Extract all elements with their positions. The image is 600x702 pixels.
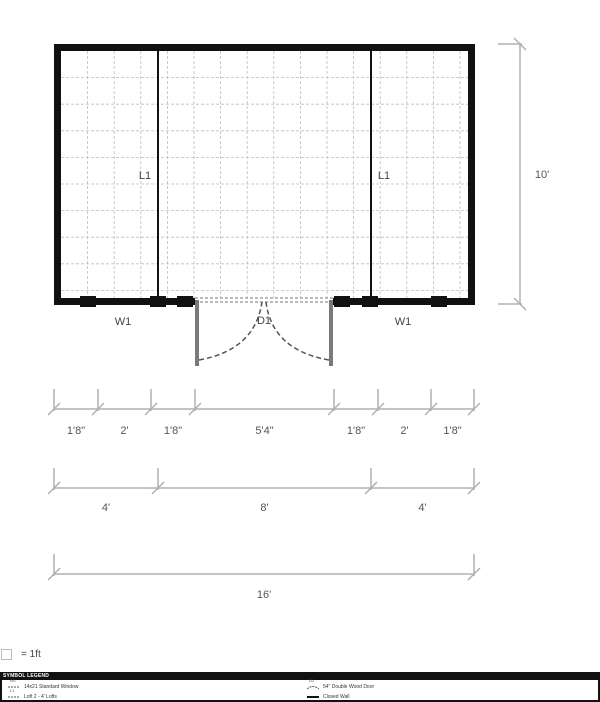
window-symbol-icon: W1 [10, 678, 16, 683]
dimension-label: 1'8" [346, 425, 366, 437]
loft-label-left: L1 [138, 170, 152, 182]
legend-item-closed-wall: Closed Wall [307, 694, 350, 700]
legend-item-window: W1 14x21 Standard Window [10, 678, 79, 690]
exterior-wall [58, 48, 472, 302]
window-label-left: W1 [114, 316, 132, 328]
height-dimension [498, 38, 526, 310]
scale-label: = 1ft [21, 648, 41, 660]
dimension-label: 1'8" [66, 425, 86, 437]
window-block [150, 296, 166, 307]
dimension-label: 5'4" [255, 425, 274, 437]
dimension-label: 2' [400, 425, 409, 437]
legend-title: SYMBOL LEGEND [0, 672, 600, 680]
legend-item-loft: L1 Loft 2 - 4' Lofts [10, 688, 57, 700]
window-block [431, 296, 447, 307]
window-block [334, 296, 350, 307]
window-block [362, 296, 378, 307]
dimension-label: 4' [101, 502, 111, 514]
scale-indicator [0, 646, 41, 662]
floor-grid [61, 51, 468, 298]
dimension-row-sections [48, 468, 480, 514]
symbol-legend [0, 672, 600, 702]
loft-label-right: L1 [377, 170, 391, 182]
loft-symbol-icon: L1 [10, 688, 15, 693]
door-symbol-icon: D1 [307, 684, 319, 690]
dimension-label: 1'8" [163, 425, 183, 437]
window-label-right: W1 [394, 316, 412, 328]
dimension-label: 4' [418, 502, 427, 514]
window-block [177, 296, 193, 307]
wall-symbol-icon [307, 694, 319, 700]
dimension-label: 1'8" [443, 425, 462, 437]
dimension-row-segments [48, 389, 480, 437]
dimension-label: 8' [260, 502, 269, 514]
legend-body [0, 680, 600, 702]
height-label: 10' [534, 169, 550, 181]
grid-square-icon [1, 649, 12, 660]
dimension-label: 16' [256, 589, 272, 601]
double-door [195, 298, 333, 366]
legend-item-door: D1 54" Double Wood Door [309, 678, 375, 690]
window-block [80, 296, 96, 307]
dimension-label: 2' [120, 425, 129, 437]
door-label: D1 [256, 315, 272, 327]
dimension-row-total [48, 554, 480, 601]
